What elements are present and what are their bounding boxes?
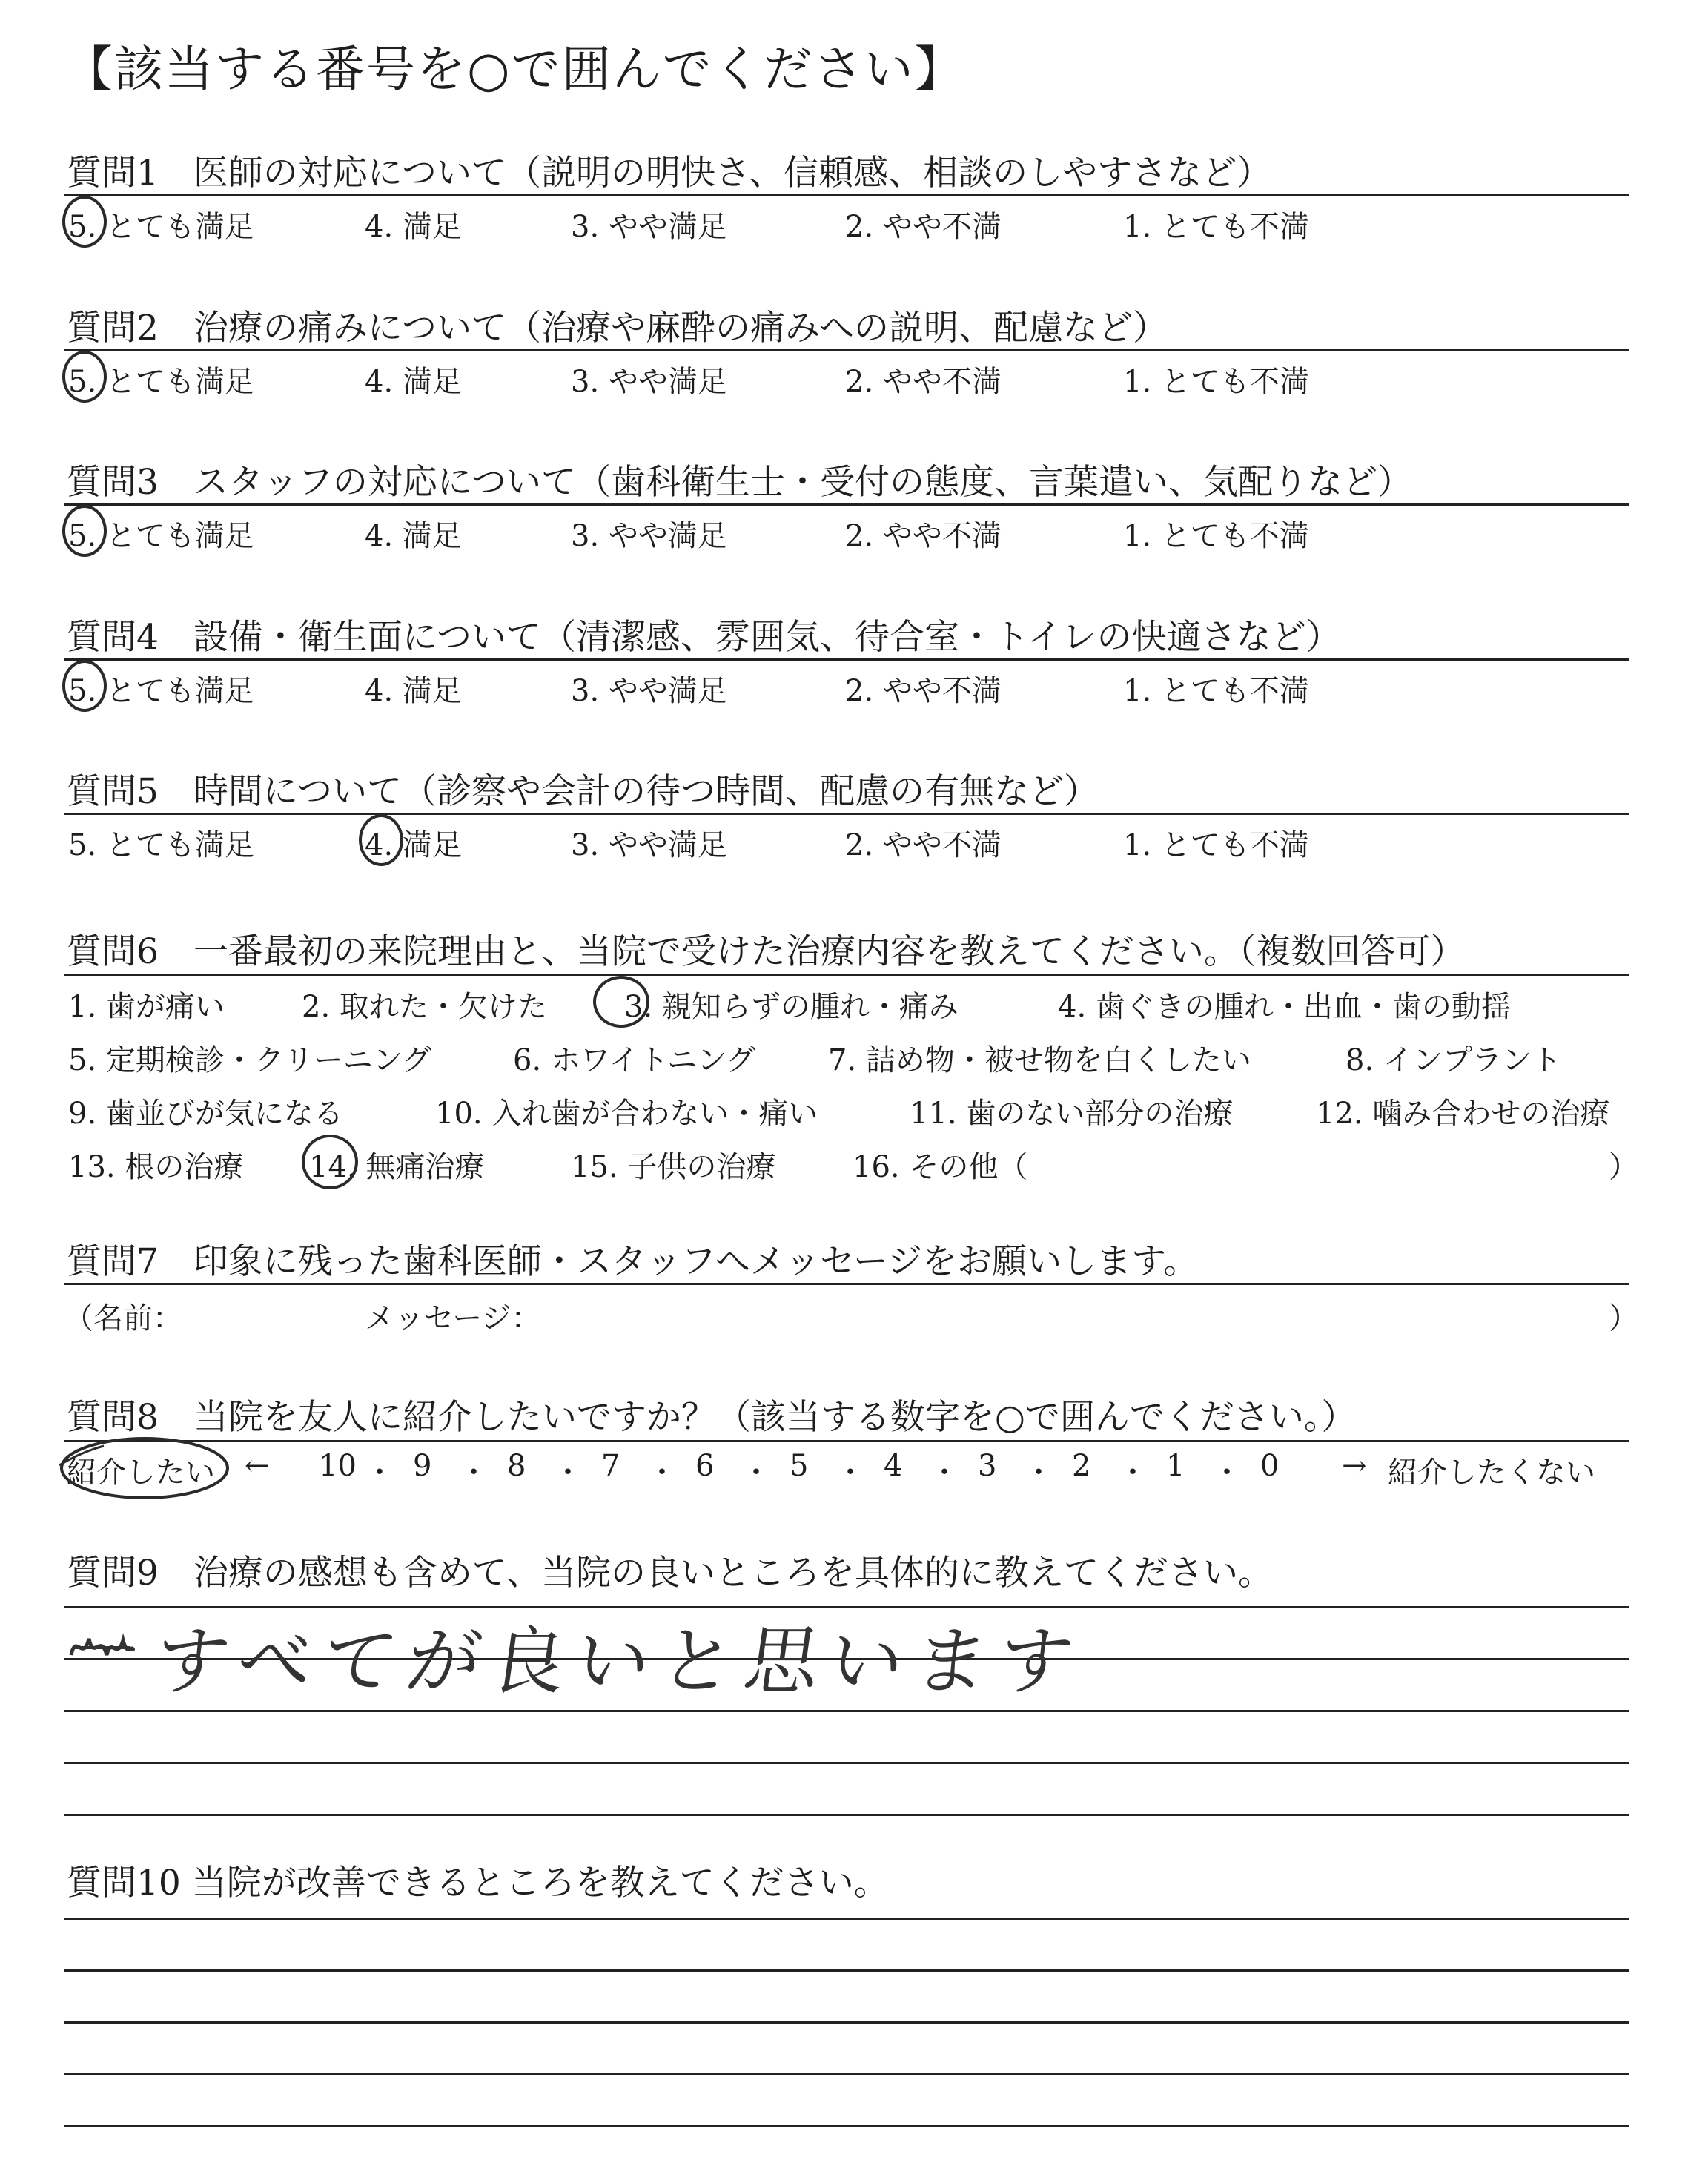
question-1-rule: [64, 194, 1629, 196]
question-3-option-3[interactable]: 3. やや満足: [571, 519, 727, 553]
question-4-title: 質問4 設備・衛生面について（清潔感、雰囲気、待合室・トイレの快適さなど）: [67, 617, 1341, 658]
scale-separator: ・: [647, 1456, 677, 1490]
scale-separator: ・: [365, 1456, 394, 1490]
question-5-rule: [64, 813, 1629, 815]
question-10-title: 質問10 当院が改善できるところを教えてください。: [67, 1863, 889, 1903]
message-label: メッセージ：: [365, 1301, 541, 1335]
option-2[interactable]: 2. 取れた・欠けた: [302, 990, 547, 1024]
question-5-option-1[interactable]: 1. とても不満: [1123, 828, 1309, 862]
question-9-title: 質問9 治療の感想も含めて、当院の良いところを具体的に教えてください。: [67, 1553, 1273, 1593]
scale-separator: ・: [1118, 1456, 1148, 1490]
name-label: （名前：: [64, 1301, 182, 1335]
question-3-option-4[interactable]: 4. 満足: [365, 519, 462, 553]
option-3[interactable]: 3. 親知らずの腫れ・痛み: [624, 990, 959, 1024]
question-6-rule: [64, 974, 1629, 976]
scale-value-5[interactable]: 5: [790, 1449, 809, 1483]
scale-separator: ・: [835, 1456, 865, 1490]
question-4-option-2[interactable]: 2. やや不満: [845, 674, 1002, 708]
survey-heading: 【該当する番号を○で囲んでください】: [64, 41, 965, 98]
message-close: ）: [1609, 1301, 1638, 1335]
question-3-option-5[interactable]: 5. とても満足: [68, 519, 254, 553]
option-14[interactable]: 14. 無痛治療: [309, 1150, 485, 1184]
question-9-answer[interactable]: すべてが良いと思います: [148, 1618, 1090, 1705]
scribble-mark: [68, 1625, 135, 1670]
question-1-option-1[interactable]: 1. とても不満: [1123, 210, 1309, 244]
question-5-option-3[interactable]: 3. やや満足: [571, 828, 727, 862]
question-3-rule: [64, 503, 1629, 506]
option-4[interactable]: 4. 歯ぐきの腫れ・出血・歯の動揺: [1058, 990, 1511, 1024]
question-8-title: 質問8 当院を友人に紹介したいですか？（該当する数字を○で囲んでください。）: [67, 1397, 1357, 1438]
option-8[interactable]: 8. インプラント: [1345, 1043, 1561, 1077]
question-5-option-4[interactable]: 4. 満足: [365, 828, 462, 862]
question-7-title: 質問7 印象に残った歯科医師・スタッフへメッセージをお願いします。: [67, 1241, 1199, 1282]
option-16[interactable]: 16. その他（: [853, 1150, 1028, 1184]
question-4-rule: [64, 658, 1629, 661]
scale-separator: ・: [459, 1456, 489, 1490]
left-arrow: ←: [245, 1449, 270, 1483]
question-2-title: 質問2 治療の痛みについて（治療や麻酔の痛みへの説明、配慮など）: [67, 308, 1168, 349]
question-5-title: 質問5 時間について（診察や会計の待つ時間、配慮の有無など）: [67, 771, 1099, 812]
question-4-option-5[interactable]: 5. とても満足: [68, 674, 254, 708]
question-6-title: 質問6 一番最初の来院理由と、当院で受けた治療内容を教えてください。（複数回答可）: [67, 931, 1466, 972]
option-7[interactable]: 7. 詰め物・被せ物を白くしたい: [828, 1043, 1251, 1077]
scale-value-2[interactable]: 2: [1072, 1449, 1091, 1483]
question-5-option-2[interactable]: 2. やや不満: [845, 828, 1002, 862]
question-3-option-2[interactable]: 2. やや不満: [845, 519, 1002, 553]
option-13[interactable]: 13. 根の治療: [68, 1150, 244, 1184]
not-recommend-label[interactable]: 紹介したくない: [1388, 1456, 1595, 1490]
question-1-option-3[interactable]: 3. やや満足: [571, 210, 727, 244]
circle-mark-recommend: [52, 1431, 237, 1505]
question-2-option-3[interactable]: 3. やや満足: [571, 365, 727, 399]
question-10-answer-area[interactable]: [67, 1876, 1623, 2128]
question-2-option-4[interactable]: 4. 満足: [365, 365, 462, 399]
question-2-option-5[interactable]: 5. とても満足: [68, 365, 254, 399]
question-2-rule: [64, 349, 1629, 351]
question-4-option-1[interactable]: 1. とても不満: [1123, 674, 1309, 708]
scale-value-1[interactable]: 1: [1166, 1449, 1185, 1483]
question-7-rule: [64, 1283, 1629, 1285]
option-6[interactable]: 6. ホワイトニング: [513, 1043, 756, 1077]
scale-value-9[interactable]: 9: [413, 1449, 432, 1483]
option-9[interactable]: 9. 歯並びが気になる: [68, 1097, 343, 1131]
recommend-label[interactable]: 紹介したい: [67, 1456, 215, 1490]
question-1-option-2[interactable]: 2. やや不満: [845, 210, 1002, 244]
answer-line-4: [64, 1762, 1629, 1764]
scale-value-7[interactable]: 7: [601, 1449, 620, 1483]
option-10[interactable]: 10. 入れ歯が合わない・痛い: [435, 1097, 818, 1131]
scale-value-3[interactable]: 3: [978, 1449, 997, 1483]
question-2-option-1[interactable]: 1. とても不満: [1123, 365, 1309, 399]
option-12[interactable]: 12. 噛み合わせの治療: [1316, 1097, 1610, 1131]
scale-value-4[interactable]: 4: [884, 1449, 903, 1483]
scale-separator: ・: [553, 1456, 583, 1490]
scale-value-10[interactable]: 10: [319, 1449, 357, 1483]
answer-line-5: [64, 1814, 1629, 1816]
question-8-rule: [64, 1440, 1629, 1442]
option-11[interactable]: 11. 歯のない部分の治療: [910, 1097, 1234, 1131]
answer-line-3: [64, 1710, 1629, 1712]
scale-value-8[interactable]: 8: [507, 1449, 526, 1483]
question-4-option-3[interactable]: 3. やや満足: [571, 674, 727, 708]
option-16-close: ）: [1609, 1150, 1638, 1184]
scale-separator: ・: [930, 1456, 959, 1490]
right-arrow: →: [1342, 1449, 1367, 1483]
question-1-option-5[interactable]: 5. とても満足: [68, 210, 254, 244]
question-1-option-4[interactable]: 4. 満足: [365, 210, 462, 244]
message-input[interactable]: [549, 1295, 1586, 1332]
question-3-title: 質問3 スタッフの対応について（歯科衛生士・受付の態度、言葉遣い、気配りなど）: [67, 462, 1412, 503]
question-2-option-2[interactable]: 2. やや不満: [845, 365, 1002, 399]
option-5[interactable]: 5. 定期検診・クリーニング: [68, 1043, 432, 1077]
option-15[interactable]: 15. 子供の治療: [571, 1150, 776, 1184]
scale-separator: ・: [1024, 1456, 1053, 1490]
question-5-option-5[interactable]: 5. とても満足: [68, 828, 254, 862]
scale-value-0[interactable]: 0: [1260, 1449, 1280, 1483]
scale-separator: ・: [1212, 1456, 1242, 1490]
scale-value-6[interactable]: 6: [695, 1449, 715, 1483]
question-3-option-1[interactable]: 1. とても不満: [1123, 519, 1309, 553]
scale-separator: ・: [741, 1456, 771, 1490]
option-1[interactable]: 1. 歯が痛い: [68, 990, 225, 1024]
question-4-option-4[interactable]: 4. 満足: [365, 674, 462, 708]
question-1-title: 質問1 医師の対応について（説明の明快さ、信頼感、相談のしやすさなど）: [67, 153, 1272, 194]
